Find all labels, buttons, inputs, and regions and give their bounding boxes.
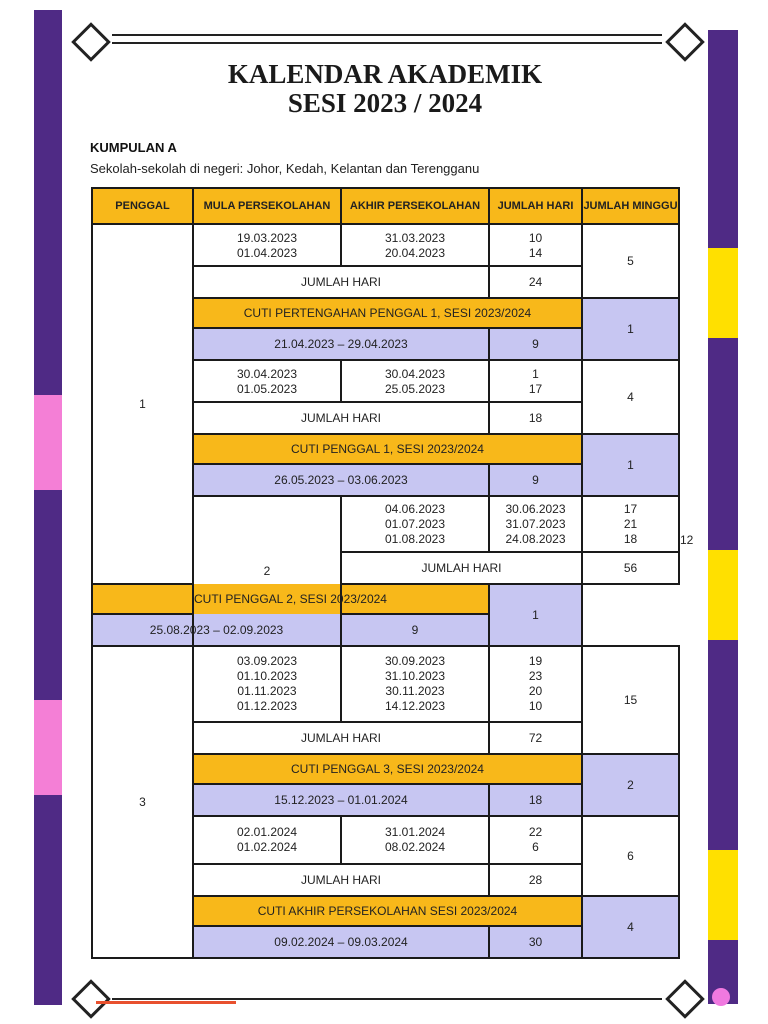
mula-cell: 03.09.2023 01.10.2023 01.11.2023 01.12.2023: [193, 646, 341, 722]
holiday-row: [92, 584, 679, 614]
holiday-range: 25.08.2023 – 02.09.2023: [92, 614, 341, 646]
holiday-range: 15.12.2023 – 01.01.2024: [193, 784, 489, 816]
minggu-cell: 1: [582, 298, 679, 360]
jumlah-hari-label: JUMLAH HARI: [341, 552, 582, 584]
akhir-cell: 30.09.2023 31.10.2023 30.11.2023 14.12.2023: [341, 646, 489, 722]
holiday-range: 21.04.2023 – 29.04.2023: [193, 328, 489, 360]
frame-line: [112, 34, 662, 36]
minggu-cell: 6: [582, 816, 679, 896]
jumlah-hari-label: JUMLAH HARI: [193, 266, 489, 298]
page-title: KALENDAR AKADEMIK: [227, 59, 543, 89]
jumlah-hari-label: JUMLAH HARI: [193, 864, 489, 896]
holiday-label: CUTI PENGGAL 3, SESI 2023/2024: [193, 754, 582, 784]
holiday-days: 9: [489, 328, 582, 360]
penggal-cell: 3: [92, 646, 193, 958]
minggu-cell: 5: [582, 224, 679, 298]
penggal-cell: 2: [193, 496, 341, 646]
minggu-cell: 1: [489, 584, 582, 646]
jumlah-hari-total: 56: [582, 552, 679, 584]
penggal-cell: 1: [92, 224, 193, 584]
mula-cell: 30.04.2023 01.05.2023: [193, 360, 341, 402]
jumlah-hari-total: 18: [489, 402, 582, 434]
holiday-range: 26.05.2023 – 03.06.2023: [193, 464, 489, 496]
right-border-strip: [708, 30, 738, 1005]
minggu-cell: 2: [582, 754, 679, 816]
akhir-cell: 30.06.2023 31.07.2023 24.08.2023: [489, 496, 582, 552]
table-row: [92, 646, 679, 722]
left-border-strip: [34, 10, 62, 1005]
holiday-days: 30: [489, 926, 582, 958]
holiday-label: CUTI PENGGAL 1, SESI 2023/2024: [193, 434, 582, 464]
jumlah-hari-total: 28: [489, 864, 582, 896]
jumlah-hari-label: JUMLAH HARI: [193, 402, 489, 434]
hari-cell: 17 21 18: [582, 496, 679, 552]
header-akhir: AKHIR PERSEKOLAHAN: [341, 188, 489, 224]
header-mula: MULA PERSEKOLAHAN: [193, 188, 341, 224]
group-label: KUMPULAN A: [90, 140, 177, 155]
header-jumlah-hari: JUMLAH HARI: [489, 188, 582, 224]
akhir-cell: 31.01.2024 08.02.2024: [341, 816, 489, 864]
hari-cell: 1 17: [489, 360, 582, 402]
mula-cell: 02.01.2024 01.02.2024: [193, 816, 341, 864]
holiday-row: [92, 614, 679, 646]
table-row: [92, 224, 679, 266]
minggu-cell: 4: [582, 360, 679, 434]
holiday-range: 09.02.2024 – 09.03.2024: [193, 926, 489, 958]
jumlah-hari-total: 72: [489, 722, 582, 754]
hari-cell: 22 6: [489, 816, 582, 864]
jumlah-hari-label: JUMLAH HARI: [193, 722, 489, 754]
calendar-table: [91, 187, 680, 959]
jumlah-hari-total: 24: [489, 266, 582, 298]
holiday-label: CUTI PENGGAL 2, SESI 2023/2024: [92, 584, 489, 614]
hari-cell: 10 14: [489, 224, 582, 266]
minggu-cell: 1: [582, 434, 679, 496]
holiday-label: CUTI AKHIR PERSEKOLAHAN SESI 2023/2024: [193, 896, 582, 926]
mula-cell: 19.03.2023 01.04.2023: [193, 224, 341, 266]
header-jumlah-minggu: JUMLAH MINGGU: [582, 188, 679, 224]
frame-line: [112, 42, 662, 44]
akhir-cell: 30.04.2023 25.05.2023: [341, 360, 489, 402]
holiday-days: 9: [489, 464, 582, 496]
states-text: Sekolah-sekolah di negeri: Johor, Kedah, Kelantan dan Terengganu: [90, 161, 480, 176]
progress-strip: [96, 1001, 236, 1004]
decorative-dot: [712, 988, 730, 1006]
holiday-label: CUTI PERTENGAHAN PENGGAL 1, SESI 2023/2024: [193, 298, 582, 328]
hari-cell: 19 23 20 10: [489, 646, 582, 722]
table-header-row: [92, 188, 679, 224]
frame-line: [112, 998, 662, 1000]
minggu-cell: 4: [582, 896, 679, 958]
holiday-days: 9: [341, 614, 489, 646]
header-penggal: PENGGAL: [92, 188, 193, 224]
akhir-cell: 31.03.2023 20.04.2023: [341, 224, 489, 266]
page-subtitle: SESI 2023 / 2024: [287, 88, 483, 118]
minggu-cell: 15: [582, 646, 679, 754]
mula-cell: 04.06.2023 01.07.2023 01.08.2023: [341, 496, 489, 552]
holiday-days: 18: [489, 784, 582, 816]
